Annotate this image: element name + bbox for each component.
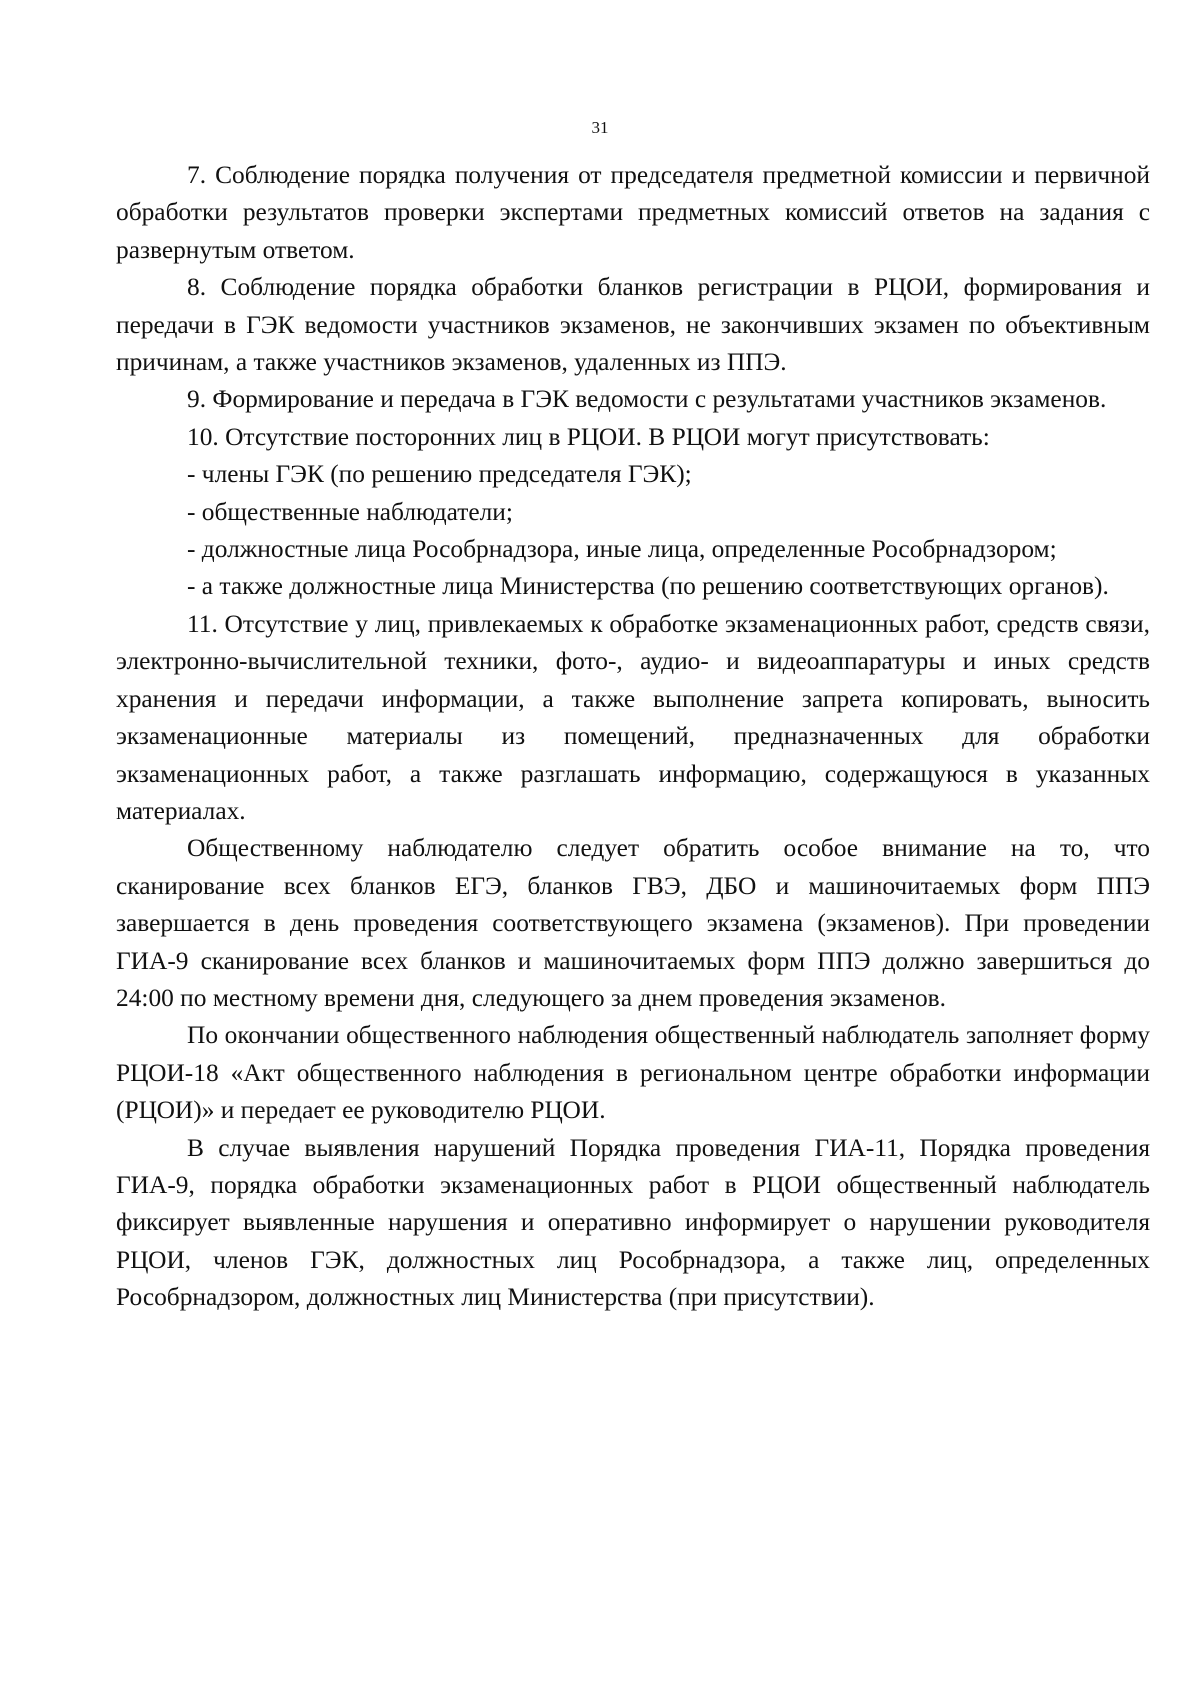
list-item-gek-members: - члены ГЭК (по решению председателя ГЭК); (187, 460, 692, 489)
paragraph-item-9: 9. Формирование и передача в ГЭК ведомости с результатами участников экзаменов. (187, 385, 1107, 414)
paragraph-item-8: 8. Соблюдение порядка обработки бланков регистрации в РЦОИ, формирования и передачи в ГЭК ведомости участников экзаменов, не закончивших экзамен по объективным причинам, а также участников экзаменов, удаленных из ППЭ. (116, 273, 1150, 377)
paragraph-scanning-note: Общественному наблюдателю следует обратить особое внимание на то, что сканирование всех бланков ЕГЭ, бланков ГВЭ, ДБО и машиночитаемых форм ППЭ завершается в день проведения соответствующего экзамена (экзаменов). При проведении ГИА-9 сканирование всех бланков и машиночитаемых форм ППЭ должно завершиться до 24:00 по местному времени дня, следующего за днем проведения экзаменов. (116, 834, 1150, 1012)
paragraph-item-7: 7. Соблюдение порядка получения от председателя предметной комиссии и первичной обработки результатов проверки экспертами предметных комиссий ответов на задания с развернутым ответом. (116, 161, 1150, 264)
paragraph-item-10: 10. Отсутствие посторонних лиц в РЦОИ. В РЦОИ могут присутствовать: (187, 422, 990, 451)
paragraph-item-11: 11. Отсутствие у лиц, привлекаемых к обработке экзаменационных работ, средств связи, электронно-вычислительной техники, фото-, аудио- и видеоаппаратуры и иных средств хранения и передачи информации, а также выполнение запрета копировать, выносить экзаменационные материалы из помещений, предназначенных для обработки экзаменационных работ, а также разглашать информацию, содержащуюся в указанных материалах. (116, 609, 1150, 825)
paragraph-observation-end: По окончании общественного наблюдения общественный наблюдатель заполняет форму РЦОИ-18 «Акт общественного наблюдения в региональном центре обработки информации (РЦОИ)» и передает ее руководителю РЦОИ. (116, 1021, 1150, 1125)
list-item-observers: - общественные наблюдатели; (187, 497, 513, 526)
list-item-ministry-officials: - а также должностные лица Министерства (по решению соответствующих органов). (187, 572, 1109, 601)
list-item-rosobrnadzor-officials: - должностные лица Рособрнадзора, иные лица, определенные Рособрнадзором; (187, 535, 1057, 564)
paragraph-violations: В случае выявления нарушений Порядка проведения ГИА-11, Порядка проведения ГИА-9, порядка обработки экзаменационных работ в РЦОИ общественный наблюдатель фиксирует выявленные нарушения и оперативно информирует о нарушении руководителя РЦОИ, членов ГЭК, должностных лиц Рособрнадзора, а также лиц, определенных Рособрнадзором, должностных лиц Министерства (при присутствии). (116, 1133, 1150, 1312)
page-number: 31 (591, 118, 609, 137)
page-body (116, 157, 1150, 1317)
